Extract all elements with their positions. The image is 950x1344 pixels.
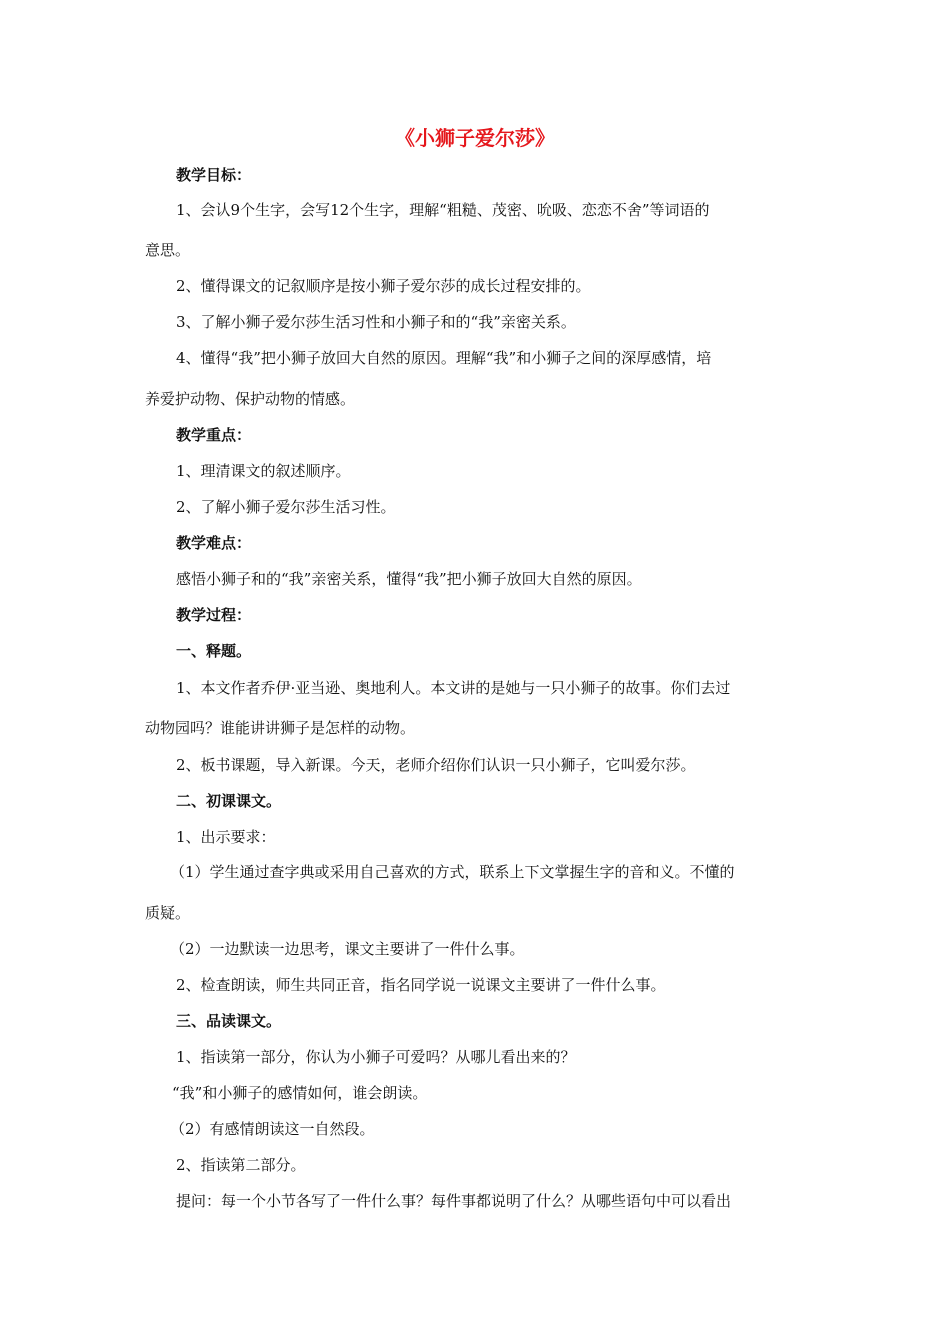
paragraph-line: 质疑。 [145, 904, 191, 922]
paragraph-line: （2）有感情朗读这一自然段。 [170, 1120, 375, 1138]
paragraph-line: 动物园吗？谁能讲讲狮子是怎样的动物。 [145, 719, 416, 737]
heading-process: 教学过程： [176, 606, 252, 624]
heading-section-1: 一、释题。 [176, 642, 252, 660]
paragraph-line: 4、懂得“我”把小狮子放回大自然的原因。理解“我”和小狮子之间的深厚感情，培 [176, 349, 712, 367]
paragraph-line: （2）一边默读一边思考，课文主要讲了一件什么事。 [170, 940, 525, 958]
paragraph-line: 3、了解小狮子爱尔莎生活习性和小狮子和的“我”亲密关系。 [176, 313, 576, 331]
paragraph-line: 1、指读第一部分，你认为小狮子可爱吗？从哪儿看出来的？ [176, 1048, 576, 1066]
paragraph-line: “我”和小狮子的感情如何，谁会朗读。 [172, 1084, 428, 1102]
paragraph-line: （1）学生通过查字典或采用自己喜欢的方式，联系上下文掌握生字的音和义。不懂的 [170, 863, 735, 881]
paragraph-line: 感悟小狮子和的“我”亲密关系，懂得“我”把小狮子放回大自然的原因。 [176, 570, 642, 588]
paragraph-line: 1、会认9个生字，会写12个生字，理解“粗糙、茂密、吮吸、恋恋不舍”等词语的 [176, 201, 710, 219]
paragraph-line: 2、板书课题，导入新课。今天，老师介绍你们认识一只小狮子，它叫爱尔莎。 [176, 756, 696, 774]
paragraph-line: 提问：每一个小节各写了一件什么事？每件事都说明了什么？从哪些语句中可以看出 [176, 1192, 732, 1210]
paragraph-line: 2、了解小狮子爱尔莎生活习性。 [176, 498, 396, 516]
paragraph-line: 1、出示要求： [176, 828, 276, 846]
heading-teaching-goals: 教学目标： [176, 166, 252, 184]
document-title: 《小狮子爱尔莎》 [395, 126, 555, 150]
heading-key-points: 教学重点： [176, 426, 252, 444]
paragraph-line: 1、本文作者乔伊·亚当逊、奥地利人。本文讲的是她与一只小狮子的故事。你们去过 [176, 679, 731, 697]
paragraph-line: 2、检查朗读，师生共同正音，指名同学说一说课文主要讲了一件什么事。 [176, 976, 666, 994]
heading-difficulties: 教学难点： [176, 534, 252, 552]
paragraph-line: 2、指读第二部分。 [176, 1156, 306, 1174]
paragraph-line: 1、理清课文的叙述顺序。 [176, 462, 351, 480]
heading-section-2: 二、初课课文。 [176, 792, 282, 810]
paragraph-line: 养爱护动物、保护动物的情感。 [145, 390, 356, 408]
paragraph-line: 2、懂得课文的记叙顺序是按小狮子爱尔莎的成长过程安排的。 [176, 277, 591, 295]
heading-section-3: 三、品读课文。 [176, 1012, 282, 1030]
paragraph-line: 意思。 [145, 241, 191, 259]
